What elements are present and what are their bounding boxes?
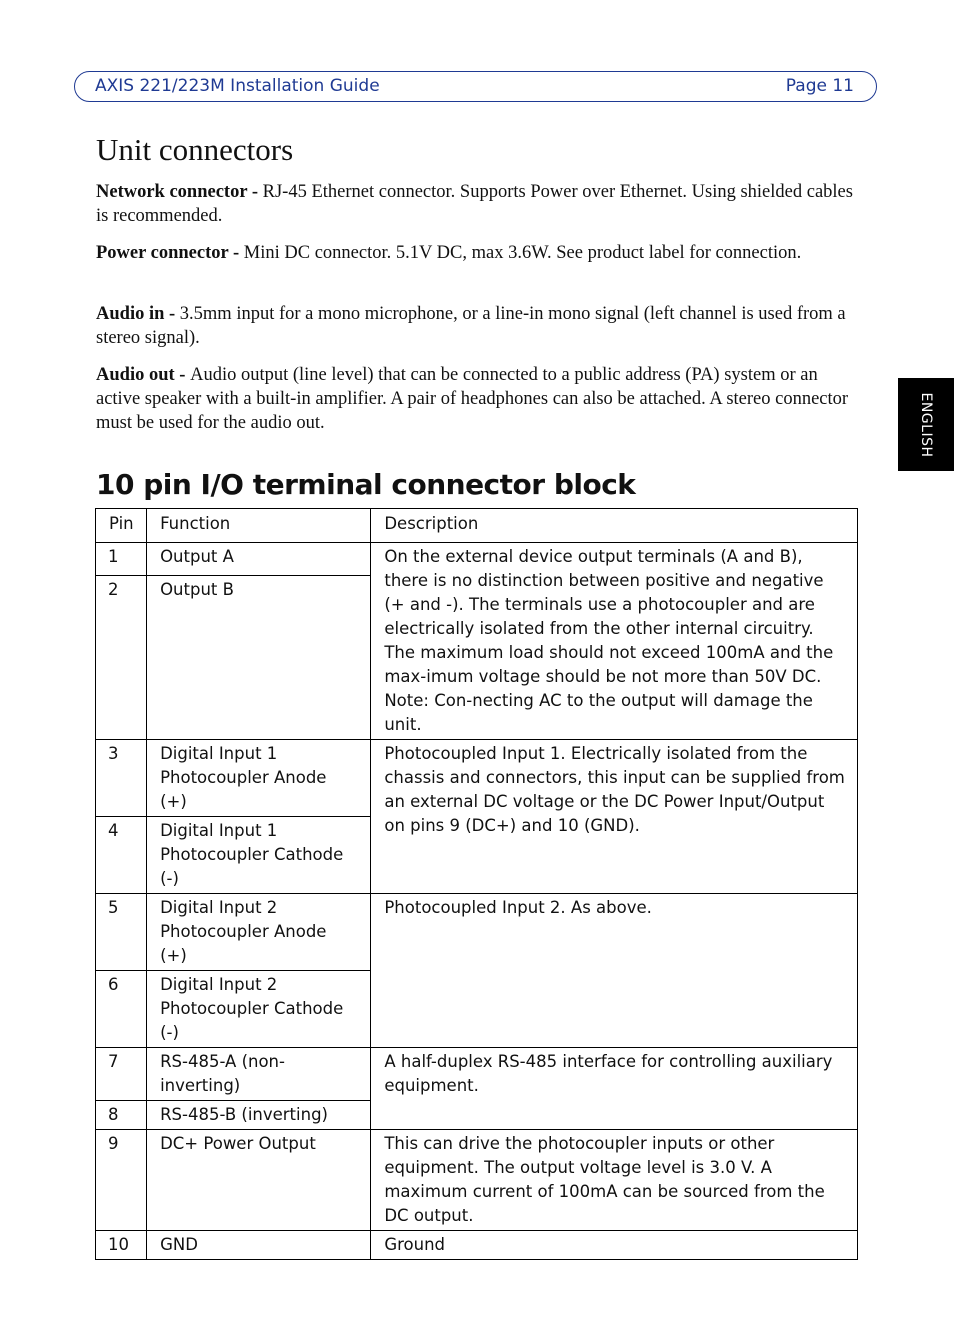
term: Audio out - — [96, 365, 191, 385]
description-cell: Photocoupled Input 1. Electrically isolated from the chassis and connectors, this input can be supplied from an external DC voltage or the DC Power Input/Output on pins 9 (DC+) and 10 (GND). — [371, 740, 858, 894]
description-cell: This can drive the photocoupler inputs or other equipment. The output voltage level is 3.0 V. A maximum current of 100mA can be sourced from the DC output. — [371, 1130, 858, 1231]
function-cell: DC+ Power Output — [147, 1130, 371, 1231]
function-line-2: Photocoupler Cathode (-) — [160, 999, 344, 1042]
table-row — [96, 740, 858, 817]
audio-in-paragraph — [96, 302, 856, 350]
description-cell — [371, 543, 858, 740]
table-row — [96, 1048, 858, 1101]
power-connector-paragraph — [96, 241, 856, 265]
term: Network connector - — [96, 182, 263, 202]
function-cell — [147, 817, 371, 894]
pin-cell: 6 — [96, 971, 147, 1048]
table-row — [96, 543, 858, 576]
document-title: AXIS 221/223M Installation Guide — [95, 76, 380, 96]
pin-cell: 8 — [96, 1101, 147, 1130]
function-line-1: Digital Input 1 — [160, 744, 278, 763]
function-line-2: Photocoupler Cathode (-) — [160, 845, 344, 888]
pin-cell: 4 — [96, 817, 147, 894]
header-pin: Pin — [96, 509, 147, 543]
section-title-io-terminal: 10 pin I/O terminal connector block — [96, 468, 636, 501]
table-row — [96, 1130, 858, 1231]
function-cell: RS-485-B (inverting) — [147, 1101, 371, 1130]
function-cell — [147, 894, 371, 971]
term: Audio in - — [96, 304, 180, 324]
function-line-2: Photocoupler Anode (+) — [160, 768, 327, 811]
definition: Audio output (line level) that can be connected to a public address (PA) system or an active speaker with a built-in amplifier. A pair of headphones can also be attached. A stereo connector must be used for the audio out. — [96, 365, 849, 433]
audio-out-paragraph — [96, 363, 856, 435]
pin-cell: 7 — [96, 1048, 147, 1101]
pin-cell: 3 — [96, 740, 147, 817]
network-connector-paragraph — [96, 180, 856, 228]
table-row — [96, 894, 858, 971]
description-cell: Photocoupled Input 2. As above. — [371, 894, 858, 1048]
table-header-row — [96, 509, 858, 543]
description-text: On the external device output terminals (A and B), there is no distinction between positive and negative (+ and -). The terminals use a photocoupler and are electrically isolated from the other internal circuitry. — [384, 547, 824, 638]
io-pin-table — [95, 508, 858, 1260]
function-line-1: Digital Input 1 — [160, 821, 278, 840]
function-line-1: Digital Input 2 — [160, 898, 278, 917]
description-text-2: The maximum load should not exceed 100mA and the max-imum voltage should be not more than 50V DC. Note: Con-necting AC to the output will damage the unit. — [384, 643, 834, 734]
language-tab — [898, 378, 954, 471]
page-header — [74, 71, 877, 102]
pin-cell: 1 — [96, 543, 147, 576]
description-cell: A half-duplex RS-485 interface for controlling auxiliary equipment. — [371, 1048, 858, 1130]
definition: Mini DC connector. 5.1V DC, max 3.6W. See product label for connection. — [243, 243, 802, 263]
pin-cell: 2 — [96, 576, 147, 740]
header-description: Description — [371, 509, 858, 543]
function-cell: Output B — [147, 576, 371, 740]
term: Power connector - — [96, 243, 244, 263]
header-function: Function — [147, 509, 371, 543]
pin-cell: 9 — [96, 1130, 147, 1231]
language-tab-label: ENGLISH — [918, 391, 934, 458]
function-cell: Output A — [147, 543, 371, 576]
function-cell — [147, 971, 371, 1048]
function-line-1: Digital Input 2 — [160, 975, 278, 994]
function-cell: RS-485-A (non-inverting) — [147, 1048, 371, 1101]
function-cell: GND — [147, 1231, 371, 1260]
definition: 3.5mm input for a mono microphone, or a line-in mono signal (left channel is used from a stereo signal). — [96, 304, 846, 348]
definition: RJ-45 Ethernet connector. Supports Power over Ethernet. Using shielded cables is recommended. — [96, 182, 853, 226]
pin-cell: 10 — [96, 1231, 147, 1260]
pin-cell: 5 — [96, 894, 147, 971]
function-line-2: Photocoupler Anode (+) — [160, 922, 327, 965]
table-row — [96, 1231, 858, 1260]
page-number: Page 11 — [785, 76, 854, 96]
section-title-unit-connectors: Unit connectors — [96, 132, 294, 167]
description-cell: Ground — [371, 1231, 858, 1260]
function-cell — [147, 740, 371, 817]
